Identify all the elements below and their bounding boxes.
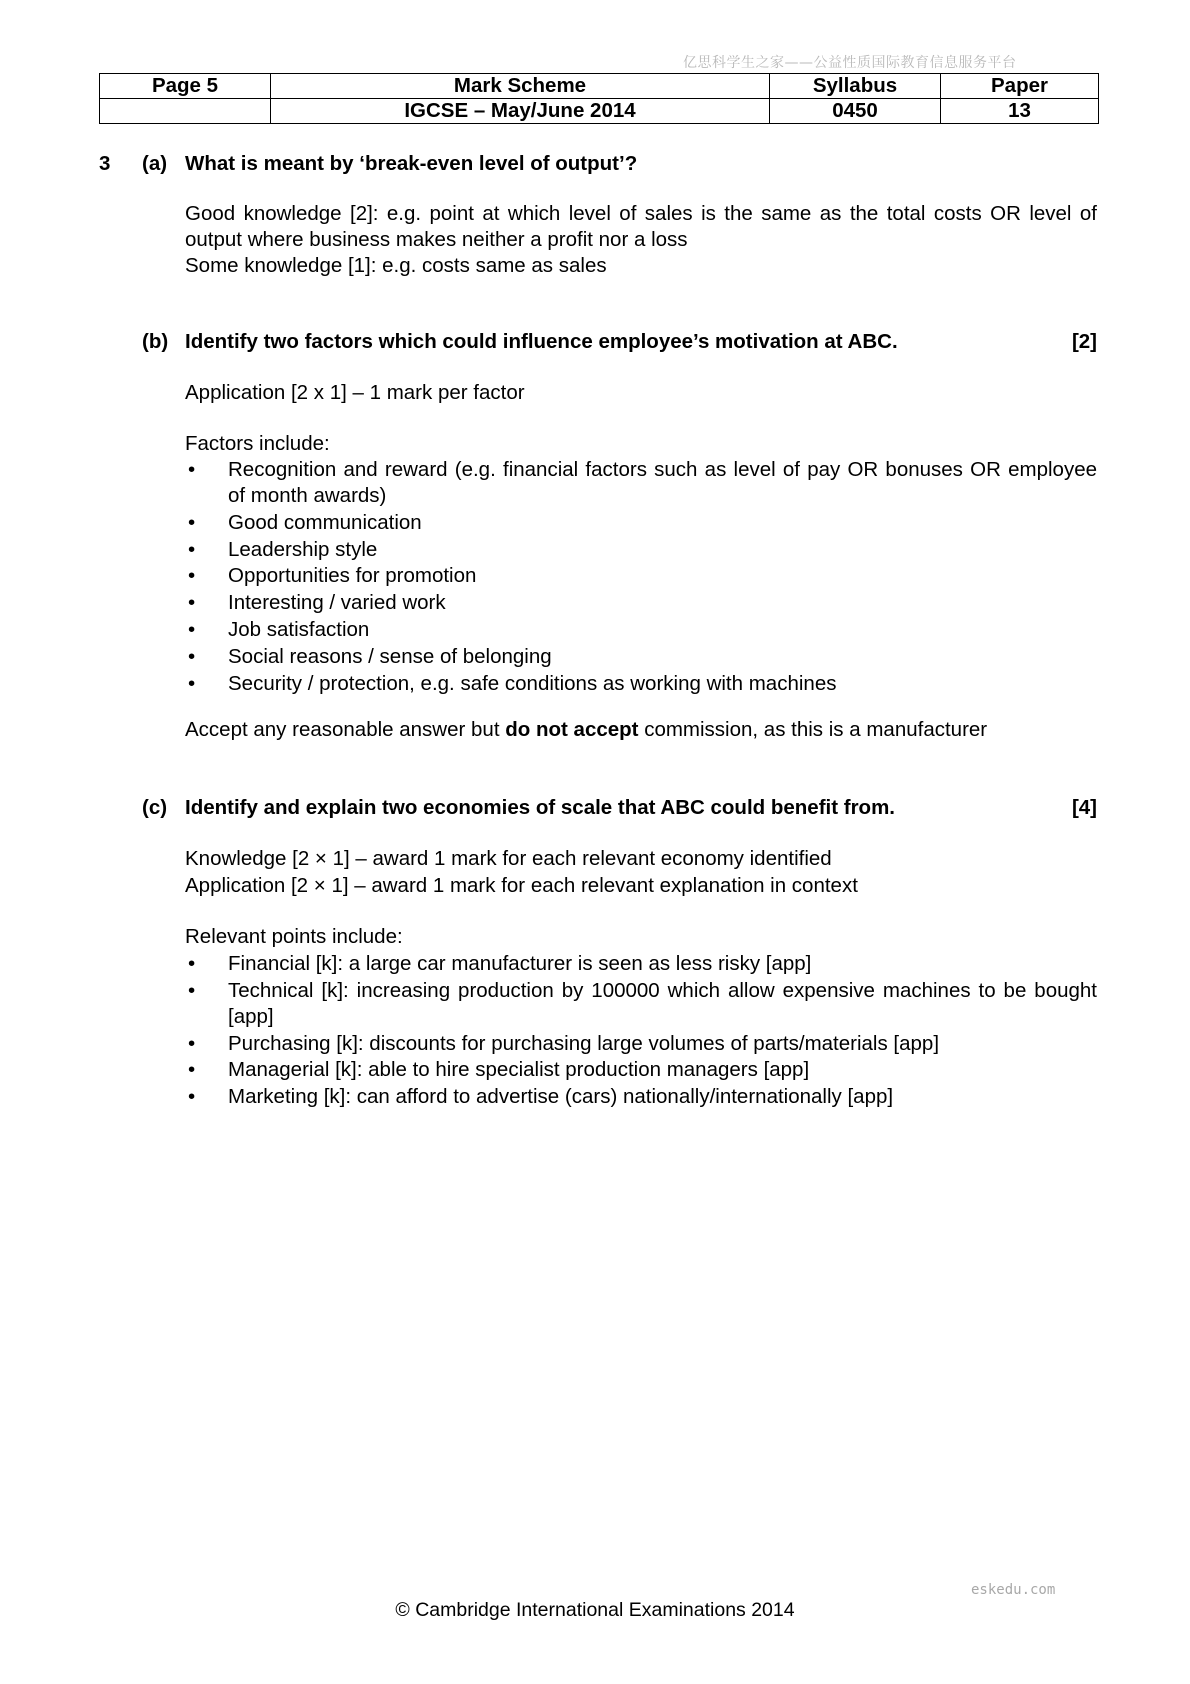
header-page: Page 5 (100, 74, 271, 99)
list-item: • Leadership style (188, 537, 378, 561)
part-a-some-knowledge: Some knowledge [1]: e.g. costs same as sales (185, 254, 607, 277)
bullet-icon: • (188, 510, 196, 534)
list-item: • Financial [k]: a large car manufacturer is seen as less risky [app] (188, 952, 812, 975)
list-item: • Technical [k]: increasing production by 100000 which allow expensive machines to be bought [app] (188, 978, 1097, 1028)
part-c-prompt: Identify and explain two economies of scale that ABC could benefit from. (185, 796, 896, 819)
bullet-icon: • (188, 952, 196, 975)
header-row (100, 99, 1099, 124)
list-item: • Interesting / varied work (188, 591, 446, 615)
list-item: • Recognition and reward (e.g. financial factors such as level of pay OR bonuses OR employee of month awards) (188, 458, 1097, 507)
header-row (100, 74, 1099, 99)
list-item: • Job satisfaction (188, 617, 370, 641)
part-b-marks: [2] (1071, 330, 1097, 353)
header-table (99, 73, 1099, 124)
part-c-label: (c) (142, 796, 168, 819)
part-c-points-heading: Relevant points include: (185, 925, 403, 948)
bullet-icon: • (188, 564, 196, 588)
header-exam-session: IGCSE – May/June 2014 (271, 99, 770, 124)
do-not-accept-emphasis: do not accept (505, 718, 639, 741)
bullet-icon: • (188, 644, 196, 668)
bullet-icon: • (188, 671, 196, 695)
list-item: • Purchasing [k]: discounts for purchasing large volumes of parts/materials [app] (188, 1031, 940, 1055)
part-a-good-knowledge: Good knowledge [2]: e.g. point at which level of sales is the same as the total costs OR level of output where business makes neither a profit nor a loss (185, 202, 1097, 251)
watermark-bottom: eskedu.com (971, 1582, 1056, 1598)
list-item: • Marketing [k]: can afford to advertise (cars) nationally/internationally [app] (188, 1085, 894, 1109)
list-item: • Opportunities for promotion (188, 564, 477, 588)
list-item: • Good communication (188, 510, 422, 534)
part-b-prompt: Identify two factors which could influence employee’s motivation at ABC. (185, 330, 898, 353)
bullet-icon: • (188, 1085, 196, 1109)
bullet-icon: • (188, 591, 196, 615)
header-syllabus: Syllabus (770, 74, 941, 99)
header-empty-cell (100, 99, 271, 124)
bullet-icon: • (188, 1031, 196, 1055)
list-item: • Social reasons / sense of belonging (188, 644, 552, 668)
watermark-top: 亿思科学生之家——公益性质国际教育信息服务平台 (683, 55, 1017, 71)
header-syllabus-code: 0450 (770, 99, 941, 124)
header-paper-number: 13 (941, 99, 1099, 124)
part-b-label: (b) (142, 330, 169, 353)
header-mark-scheme: Mark Scheme (271, 74, 770, 99)
part-b-application: Application [2 x 1] – 1 mark per factor (185, 381, 525, 404)
bullet-icon: • (188, 1058, 196, 1082)
list-item: • Security / protection, e.g. safe conditions as working with machines (188, 671, 837, 695)
bullet-icon: • (188, 458, 196, 481)
bullet-icon: • (188, 537, 196, 561)
part-c-points-list (185, 951, 1097, 1111)
question-number: 3 (99, 152, 111, 175)
part-b-note: Accept any reasonable answer but do not accept commission, as this is a manufacturer (185, 718, 988, 741)
bullet-icon: • (188, 617, 196, 641)
part-a-label: (a) (142, 152, 168, 175)
part-c-application: Application [2 × 1] – award 1 mark for each relevant explanation in context (185, 874, 858, 897)
header-paper: Paper (941, 74, 1099, 99)
part-c-marks: [4] (1071, 796, 1097, 819)
part-b-factors-heading: Factors include: (185, 432, 330, 455)
copyright-footer: © Cambridge International Examinations 2014 (395, 1599, 795, 1621)
part-a-prompt: What is meant by ‘break-even level of output’? (185, 152, 638, 175)
part-b-factors-list (185, 457, 1097, 697)
list-item: • Managerial [k]: able to hire specialist production managers [app] (188, 1058, 810, 1082)
part-c-knowledge: Knowledge [2 × 1] – award 1 mark for each relevant economy identified (185, 847, 832, 870)
bullet-icon: • (188, 978, 196, 1002)
